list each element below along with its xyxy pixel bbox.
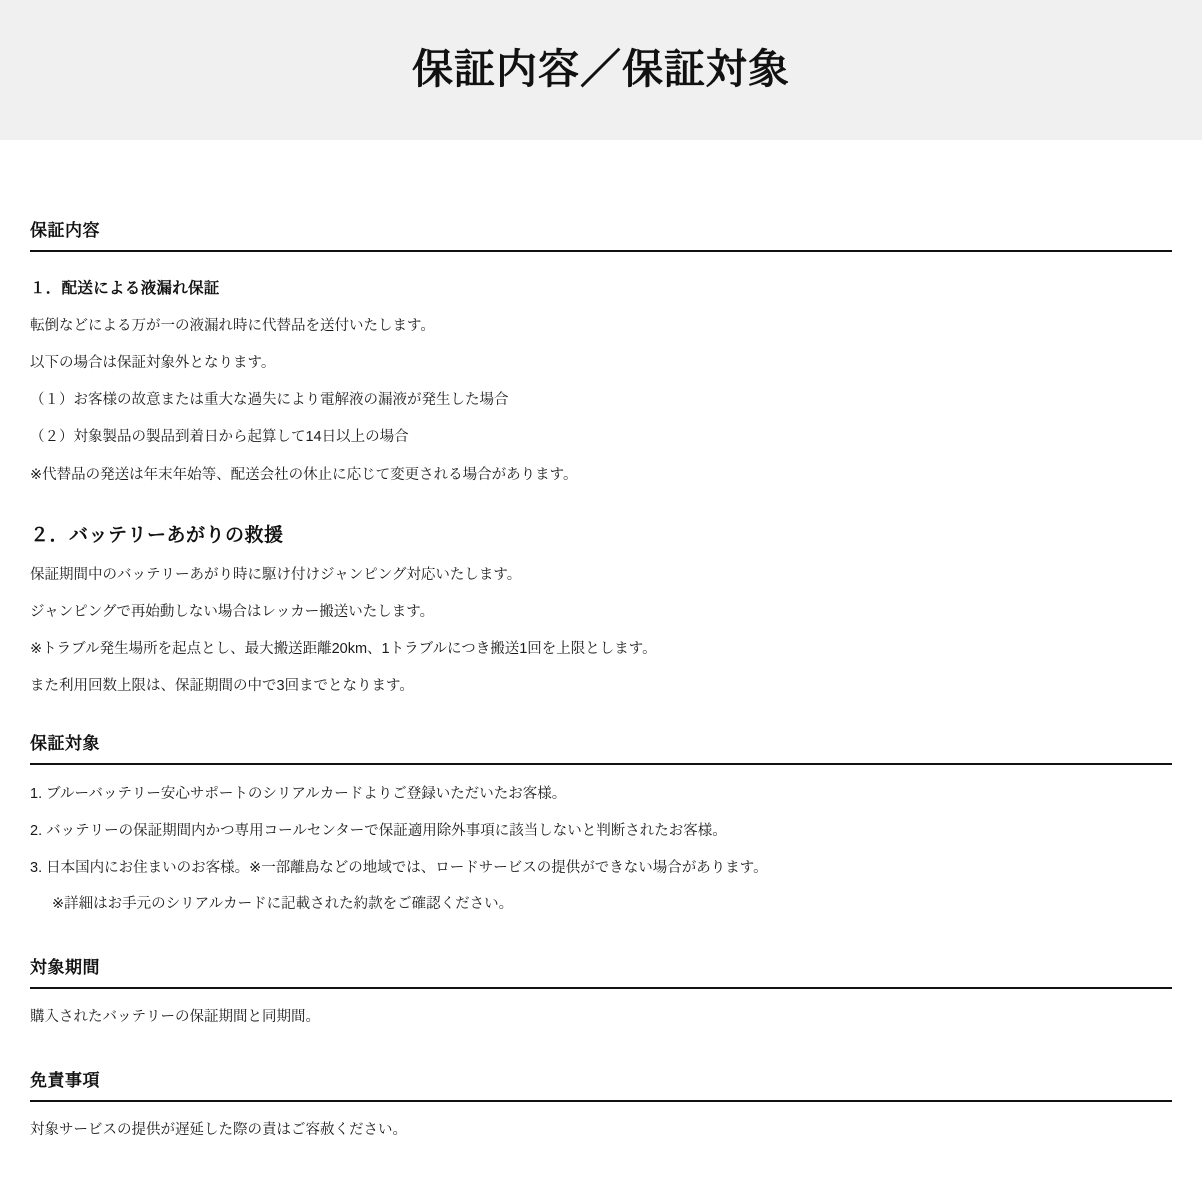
warranty-target-note: ※詳細はお手元のシリアルカードに記載された約款をご確認ください。 (52, 895, 514, 912)
document-content (0, 140, 1202, 1183)
bottom-spacer (30, 1139, 1172, 1183)
warranty-target-list (30, 785, 1172, 877)
section-heading-warranty-target: 保証対象 (30, 729, 1172, 765)
battery-rescue-line-3: ※トラブル発生場所を起点とし、最大搬送距離20km、1トラブルにつき搬送1回を上限とします。 (30, 640, 657, 657)
section-heading-target-period: 対象期間 (30, 953, 1172, 989)
list-item: 3. 日本国内にお住まいのお客様。※一部離島などの地域では、ロードサービスの提供ができない場合があります。 (30, 860, 768, 877)
leak-warranty-line-3: （１）お客様の故意または重大な過失により電解液の漏液が発生した場合 (30, 392, 509, 409)
battery-rescue-line-4: また利用回数上限は、保証期間の中で3回までとなります。 (30, 678, 414, 694)
page-header-band (0, 0, 1202, 140)
subsection-title-battery-rescue: ２．バッテリーあがりの救援 (30, 524, 284, 546)
leak-warranty-line-1: 転倒などによる万が一の液漏れ時に代替品を送付いたします。 (30, 318, 435, 334)
page-title: 保証内容／保証対象 (412, 46, 790, 93)
section-target-period (30, 913, 1172, 1026)
leak-warranty-line-2: 以下の場合は保証対象外となります。 (30, 355, 276, 372)
leak-warranty-line-5: ※代替品の発送は年末年始等、配送会社の休止に応じて変更される場合があります。 (30, 466, 578, 483)
battery-rescue-line-1: 保証期間中のバッテリーあがり時に駆け付けジャンピング対応いたします。 (30, 566, 522, 583)
section-heading-warranty-content: 保証内容 (30, 216, 1172, 252)
target-period-line: 購入されたバッテリーの保証期間と同期間。 (30, 1008, 320, 1025)
subsection-title-leak-warranty: １．配送による液漏れ保証 (30, 280, 220, 297)
section-heading-disclaimer: 免責事項 (30, 1066, 1172, 1102)
battery-rescue-line-2: ジャンピングで再始動しない場合はレッカー搬送いたします。 (30, 603, 435, 620)
section-warranty-content (30, 140, 1172, 695)
list-item: 1. ブルーバッテリー安心サポートのシリアルカードよりご登録いただいたお客様。 (30, 786, 567, 803)
leak-warranty-line-4: （２）対象製品の製品到着日から起算して14日以上の場合 (30, 429, 409, 446)
section-disclaimer (30, 1026, 1172, 1139)
section-warranty-target (30, 695, 1172, 913)
list-item: 2. バッテリーの保証期間内かつ専用コールセンターで保証適用除外事項に該当しないと判断されたお客様。 (30, 823, 727, 840)
disclaimer-line: 対象サービスの提供が遅延した際の責はご容赦ください。 (30, 1121, 407, 1138)
